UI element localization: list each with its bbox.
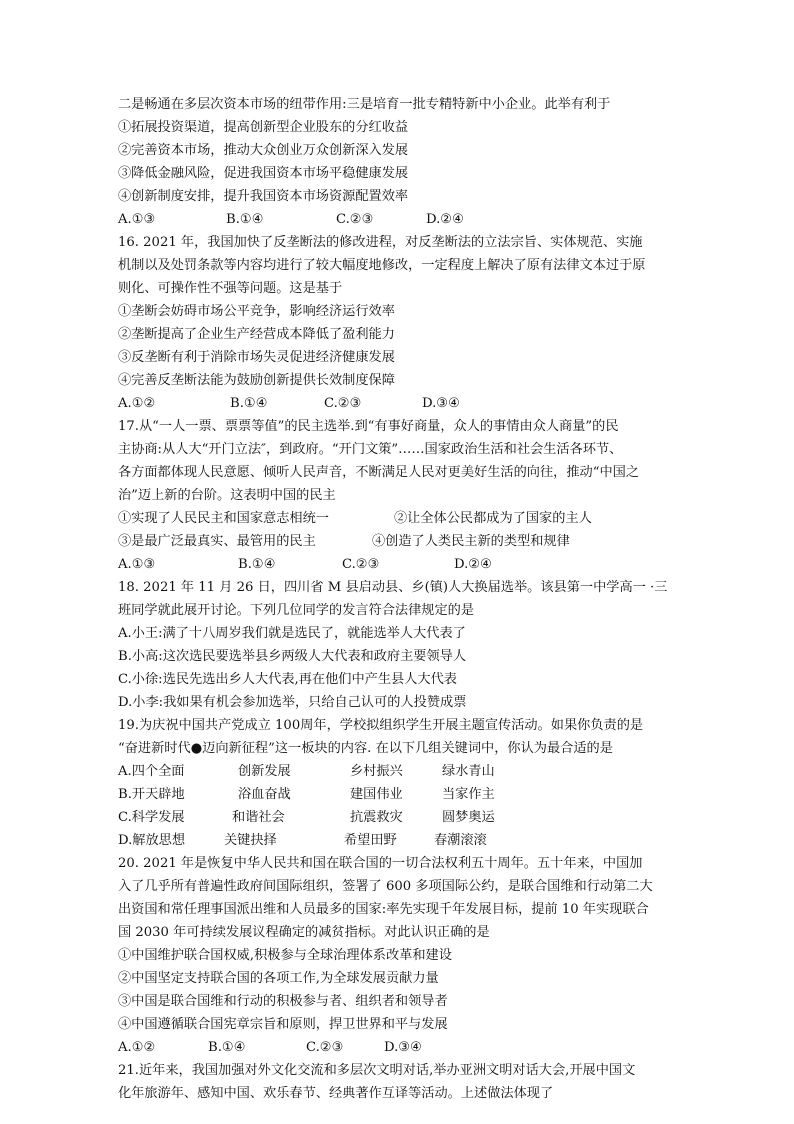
q20-choices: [118, 1036, 678, 1059]
q16-option: ④完善反垄断法能为鼓励创新提供长效制度保障: [118, 373, 395, 388]
choice-a: A.①③: [118, 212, 156, 227]
keyword: 浴血奋战: [238, 787, 291, 802]
q18-stem-line: 18. 2021 年 11 月 26 日，四川省 M 县启动县、乡(镇)人大换届选举。该县第一中学高一 ·三: [118, 580, 668, 595]
q20-stem-line: 出资国和常任理事国派出维和人员最多的国家:率先实现千年发展目标，提前 10 年实现联合: [118, 902, 649, 917]
q17-option: ③是最广泛最真实、最管用的民主: [118, 534, 316, 549]
choice-c: C.②③: [324, 396, 362, 411]
q16-option: ①垄断会妨碍市场公平竞争，影响经济运行效率: [118, 304, 395, 319]
choice-d: D.③④: [384, 1040, 422, 1055]
q19-option-row: [118, 806, 678, 829]
choice-a: A.①②: [118, 1040, 156, 1055]
keyword: 建国伟业: [350, 787, 403, 802]
q17-options-row: [118, 507, 678, 530]
keyword: D.解放思想: [118, 833, 186, 848]
q17-option: ②让全体公民都成为了国家的主人: [394, 511, 592, 526]
q15-choices: [118, 208, 678, 231]
choice-c: C.②③: [342, 557, 380, 572]
choice-c: C.②③: [306, 1040, 344, 1055]
keyword: 绿水青山: [442, 764, 495, 779]
q15-stem: 二是畅通在多层次资本市场的纽带作用:三是培育一批专精特新中小企业。此举有利于: [118, 97, 611, 112]
q16-option: ③反垄断有利于消除市场失灵促进经济健康发展: [118, 350, 395, 365]
q19-option-row: [118, 760, 678, 783]
keyword: 希望田野: [344, 833, 397, 848]
keyword: 圆梦奥运: [442, 810, 495, 825]
q19-option-row: [118, 783, 678, 806]
q16-stem-line: 则化、可操作性不强等问题。这是基于: [118, 281, 343, 296]
exam-content: [118, 93, 678, 1105]
keyword: 抗震救灾: [350, 810, 403, 825]
q19-option-row: [118, 829, 678, 852]
q18-option: A.小王:满了十八周岁我们就是选民了，就能选举人大代表了: [118, 626, 466, 641]
keyword: B.开天辟地: [118, 787, 185, 802]
q17-stem-line: 17.从“一人一票、票票等值”的民主选举.到“有事好商量，众人的事情由众人商量”的民: [118, 419, 619, 434]
q20-stem-line: 20. 2021 年是恢复中华人民共和国在联合国的一切合法权利五十周年。五十年来，中国加: [118, 856, 643, 871]
q21-stem-line: 化年旅游年、感知中国、欢乐春节、经典著作互译等活动。上述做法体现了: [118, 1086, 554, 1101]
q17-option: ④创造了人类民主新的类型和规律: [372, 534, 570, 549]
choice-a: A.①②: [118, 396, 156, 411]
keyword: 关键抉择: [224, 833, 277, 848]
choice-b: B.①④: [238, 557, 276, 572]
choice-b: B.①④: [208, 1040, 246, 1055]
keyword: 乡村振兴: [350, 764, 403, 779]
q18-option: B.小高:这次选民要选举县乡两级人大代表和政府主要领导人: [118, 649, 467, 664]
q15-option: ④创新制度安排，提升我国资本市场资源配置效率: [118, 189, 409, 204]
q17-options-row: [118, 530, 678, 553]
choice-b: B.①④: [230, 396, 268, 411]
q16-stem-line: 机制以及处罚条款等内容均进行了较大幅度地修改，一定程度上解决了原有法律文本过于原: [118, 258, 646, 273]
keyword: 创新发展: [238, 764, 291, 779]
q15-option: ③降低金融风险，促进我国资本市场平稳健康发展: [118, 166, 409, 181]
choice-c: C.②③: [336, 212, 374, 227]
keyword: 和谐社会: [232, 810, 285, 825]
q17-stem-line: 各方面都体现人民意愿、倾听人民声音，不断满足人民对更美好生活的向往，推动“中国之: [118, 465, 640, 480]
q20-stem-line: 国 2030 年可持续发展议程确定的减贫指标。对此认识正确的是: [118, 925, 490, 940]
choice-d: D.②④: [426, 212, 464, 227]
q18-option: C.小徐:选民先选出乡人大代表,再在他们中产生县人大代表: [118, 672, 457, 687]
q17-stem-line: 主协商:从人大“开门立法″，到政府。“开门文策”……国家政治生活和社会生活各环节、: [118, 442, 623, 457]
q16-option: ②垄断提高了企业生产经营成本降低了盈利能力: [118, 327, 395, 342]
q16-choices: [118, 392, 678, 415]
q19-stem-line: 19.为庆祝中国共产党成立 100周年，学校拟组织学生开展主题宣传活动。如果你负责的是: [118, 718, 644, 733]
choice-d: D.③④: [422, 396, 460, 411]
choice-d: D.②④: [454, 557, 492, 572]
q17-stem-line: 治”迈上新的台阶。这表明中国的民主: [118, 488, 336, 503]
q17-option: ①实现了人民民主和国家意志相统一: [118, 511, 329, 526]
choice-b: B.①④: [226, 212, 264, 227]
keyword: 春潮滚滚: [434, 833, 487, 848]
q20-stem-line: 入了几乎所有普遍性政府间国际组织，签署了 600 多项国际公约，是联合国维和行动第二大: [118, 879, 653, 894]
q18-option: D.小李:我如果有机会参加选举，只给自己认可的人投赞成票: [118, 695, 467, 710]
q15-option: ②完善资本市场，推动大众创业万众创新深入发展: [118, 143, 409, 158]
q15-option: ①拓展投资渠道，提高创新型企业股东的分红收益: [118, 120, 409, 135]
q20-option: ④中国遵循联合国宪章宗旨和原则，捍卫世界和平与发展: [118, 1017, 448, 1032]
keyword: C.科学发展: [118, 810, 185, 825]
keyword: A.四个全面: [118, 764, 185, 779]
q21-stem-line: 21.近年来，我国加强对外文化交流和多层次文明对话,举办亚洲文明对话大会,开展中国文: [118, 1063, 636, 1078]
q20-option: ③中国是联合国维和行动的积极参与者、组织者和领导者: [118, 994, 448, 1009]
q16-stem-line: 16. 2021 年，我国加快了反垄断法的修改进程，对反垄断法的立法宗旨、实体规范、实施: [118, 235, 643, 250]
keyword: 当家作主: [442, 787, 495, 802]
q18-stem-line: 班同学就此展开讨论。下列几位同学的发言符合法律规定的是: [118, 603, 475, 618]
q20-option: ②中国坚定支持联合国的各项工作,为全球发展贡献力量: [118, 971, 439, 986]
q19-stem-line: “奋进新时代●迈向新征程”这一板块的内容. 在以下几组关键词中，你认为最合适的是: [118, 741, 613, 756]
q20-option: ①中国维护联合国权威,积极参与全球治理体系改革和建设: [118, 948, 452, 963]
choice-a: A.①③: [118, 557, 156, 572]
q17-choices: [118, 553, 678, 576]
